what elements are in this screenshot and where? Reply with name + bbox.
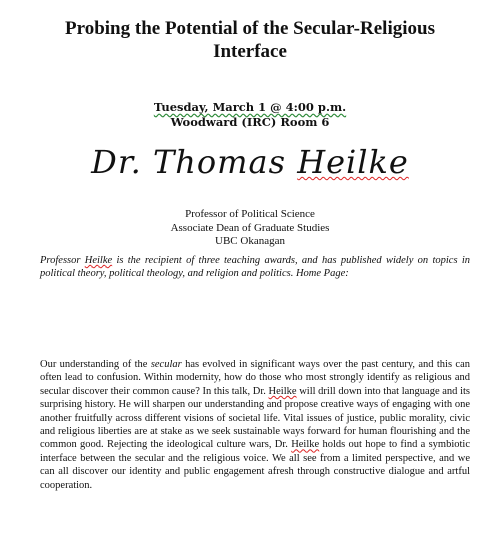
abstract-emphasis: secular [150,359,182,370]
abstract-text: will drill down into that language and its surprising history. He will sharpen our understanding and propose creative ways of engaging with one another fruitfully across different visions of societal life. Vital issues of justice, public morality, civic and religious liberties are at stake as we seek sustainable ways forward for human flourishing and the common good. Rejecting the ideological culture wars, Dr. [40,385,470,451]
affiliation-line: Professor of Political Science [185,208,315,220]
speaker-first-name: Thomas [152,143,287,181]
affiliation-line: UBC Okanagan [215,235,285,247]
abstract-speaker-name: Heilke [268,385,297,397]
speaker-last-name: Heilke [297,143,409,181]
event-date-text: Tuesday, March 1 @ 4:00 p.m. [153,100,347,114]
event-room: Woodward (IRC) Room 6 [170,115,330,129]
bio-speaker-name: Heilke [84,255,113,266]
bio-prefix: Professor [40,255,85,266]
abstract-speaker-name: Heilke [291,439,320,451]
event-title-line-2: Interface [213,41,287,62]
event-title [40,17,460,63]
abstract-text: holds out hope to find a symbiotic interface between the secular and the religious voice. We all see from a limited perspective, and we can all discover our identity and public engagement afresh through constructive dialogue and artful cooperation. [40,439,470,491]
event-date [0,100,500,114]
bio-text: is the recipient of three teaching awards, and has published widely on topics in political theory, political theology, and religion and politics. Home Page: [40,255,470,279]
abstract-text: Our understanding of the [40,359,151,370]
speaker-bio [40,255,470,280]
talk-abstract [40,358,470,492]
abstract-text: has evolved in significant ways over the past century, and this can often lead to confusion. Within modernity, how do those who most strongly identify as religious and secular discover their common cause? In this talk, Dr. [40,359,470,397]
speaker-affiliations [0,208,500,249]
event-title-line-1: Probing the Potential of the Secular-Religious [65,18,435,39]
affiliation-line: Associate Dean of Graduate Studies [170,221,330,234]
speaker-name [0,142,500,182]
speaker-prefix: Dr. [91,143,142,181]
